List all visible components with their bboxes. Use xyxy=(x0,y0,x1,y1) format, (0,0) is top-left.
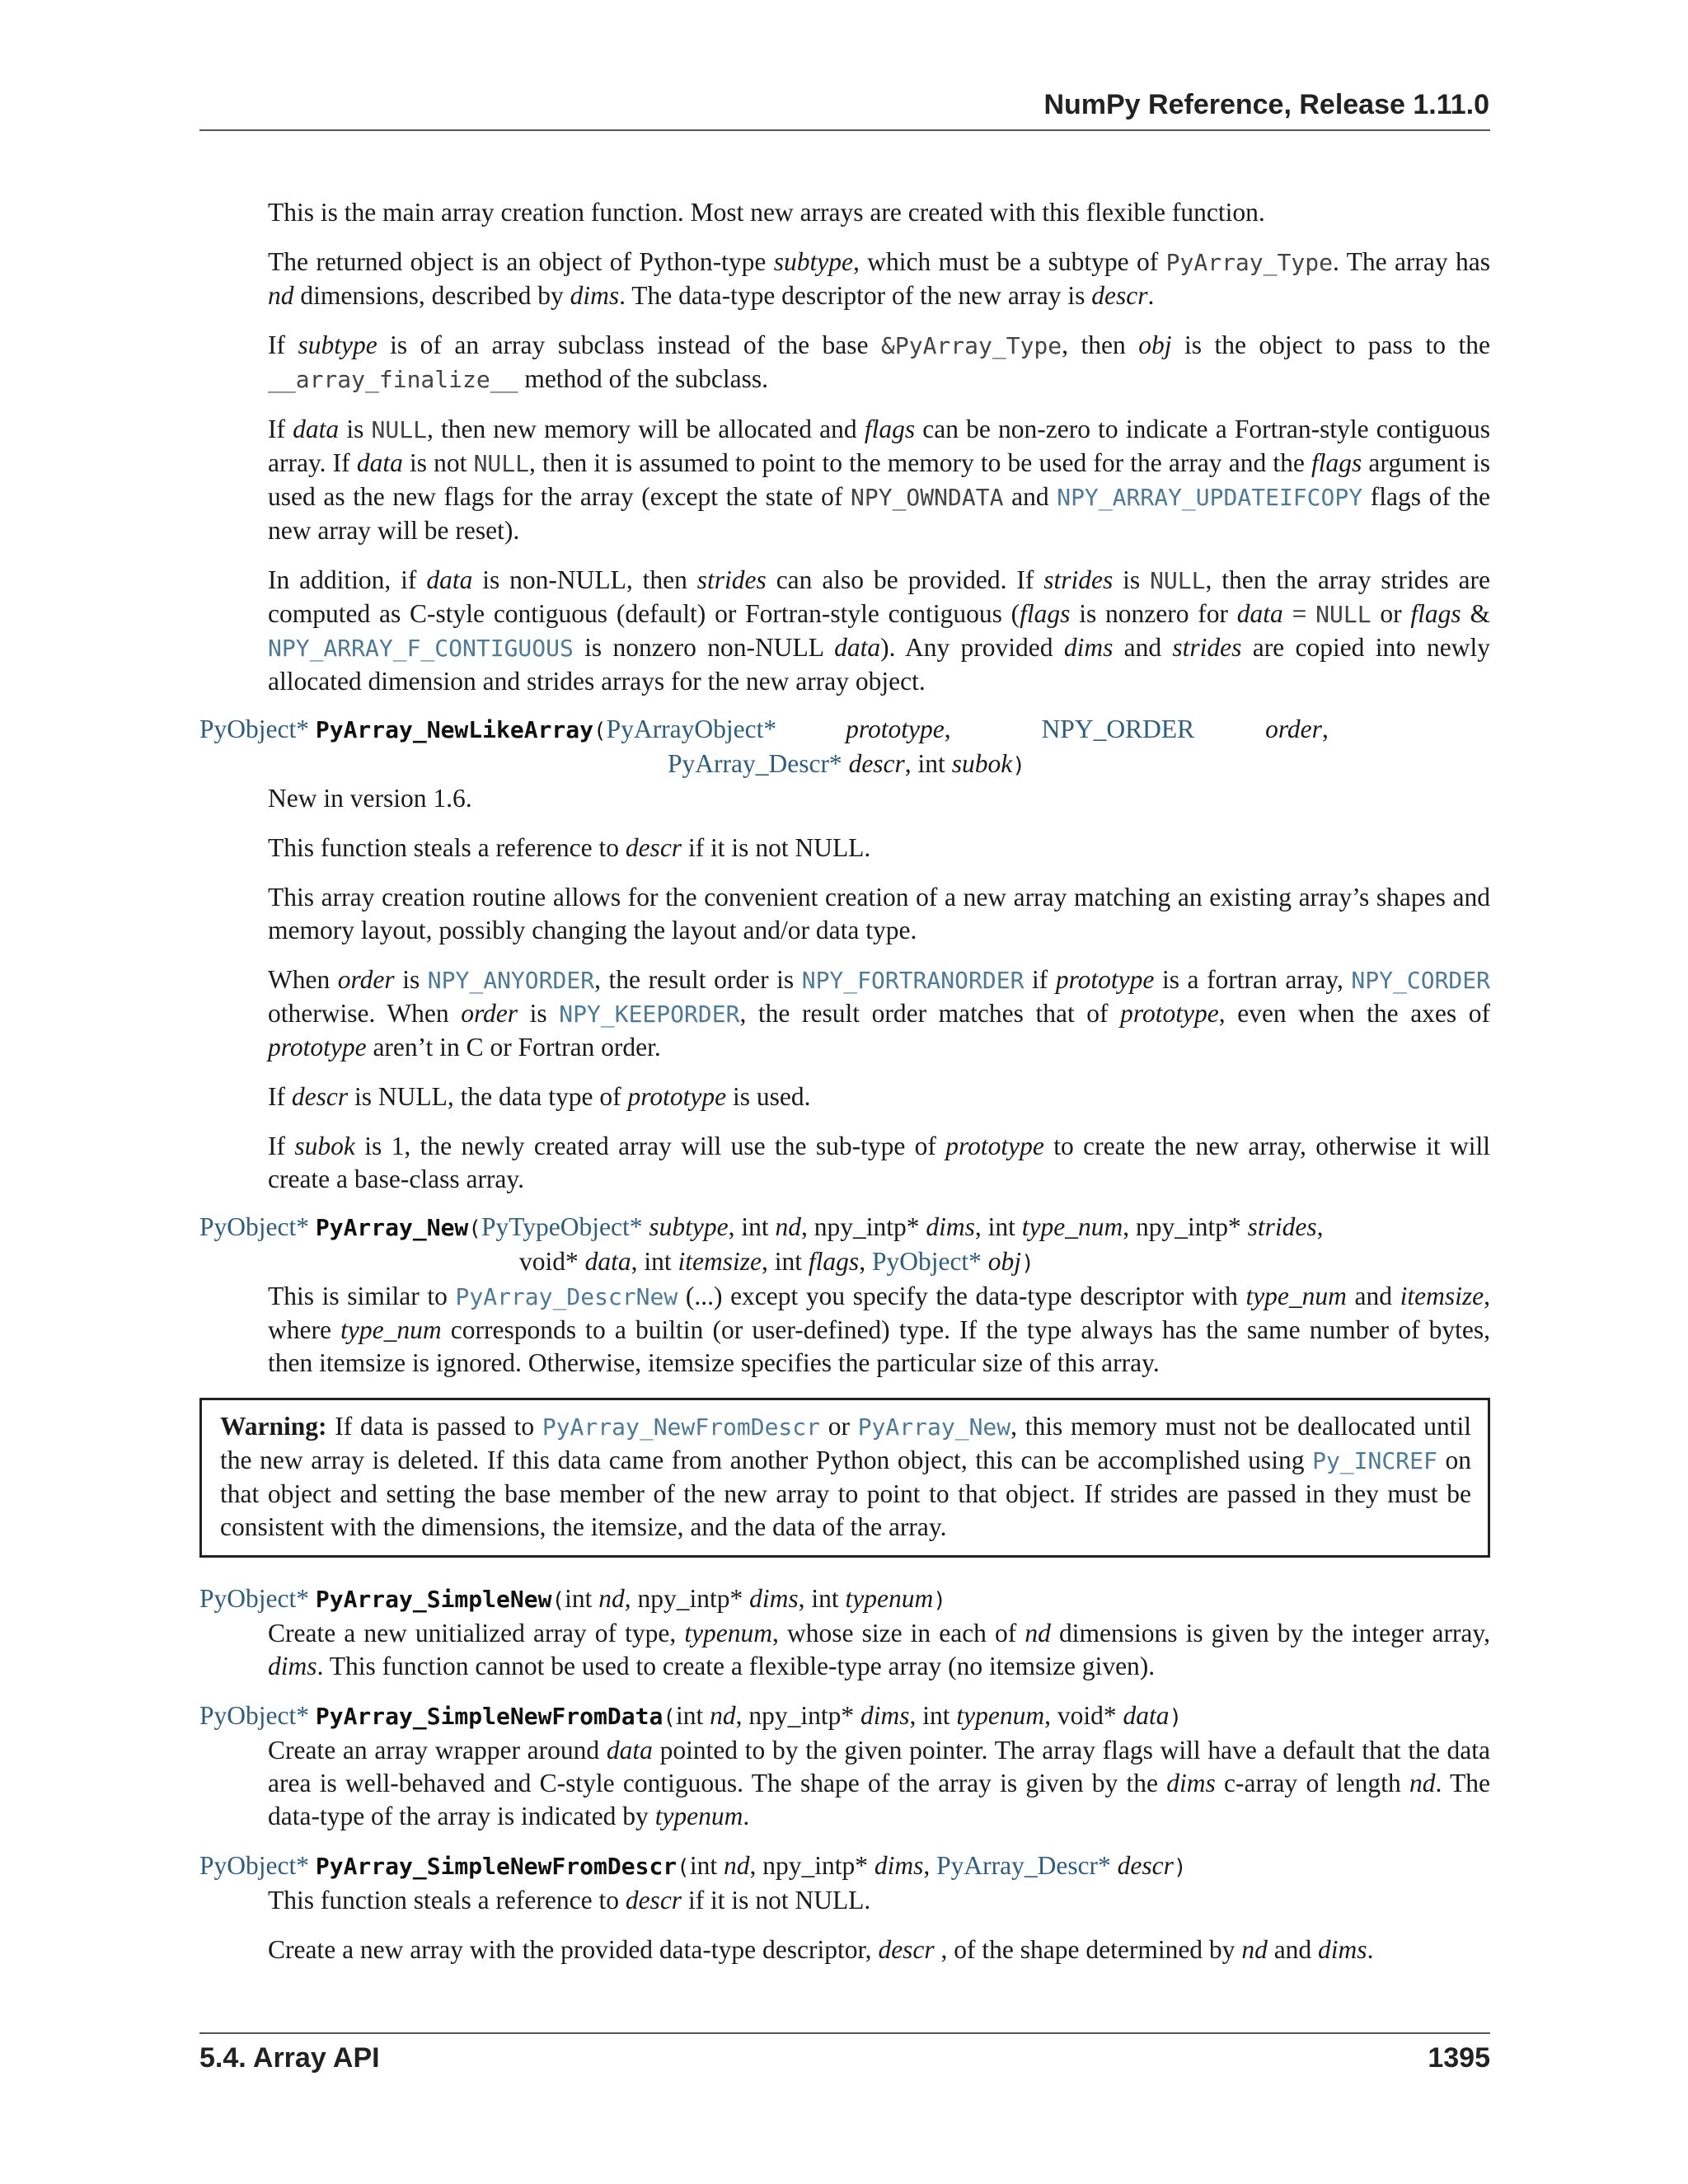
param: dims xyxy=(570,281,620,310)
text: The returned object is an object of Python-type xyxy=(268,247,774,276)
param: dims xyxy=(1166,1769,1216,1797)
param: data xyxy=(584,1247,631,1276)
open-paren: ( xyxy=(677,1855,690,1880)
param: flags xyxy=(864,415,916,443)
xref-link[interactable]: NPY_CORDER xyxy=(1351,967,1490,994)
text: , even when the axes of xyxy=(1218,999,1491,1028)
type-link[interactable]: PyArray_Descr* xyxy=(668,749,842,778)
text: is nonzero for xyxy=(1070,599,1237,628)
text: is xyxy=(518,999,560,1028)
signature-line: PyObject* PyArray_New(PyTypeObject* subtype, int nd, npy_intp* dims, int type_num, npy_intp* strides, xyxy=(199,1212,1324,1241)
text: aren’t in C or Fortran order. xyxy=(366,1033,661,1062)
text: If data is passed to xyxy=(326,1412,542,1441)
text: , then new memory will be allocated and xyxy=(426,415,865,443)
param: prototype xyxy=(1055,965,1155,994)
text: is the object to pass to the xyxy=(1171,330,1490,359)
text: and xyxy=(1113,633,1173,662)
warning-label: Warning: xyxy=(220,1412,327,1441)
text: If xyxy=(268,415,293,443)
description xyxy=(268,1280,1490,1380)
footer-rule xyxy=(199,2032,1490,2034)
param: flags xyxy=(1020,599,1071,628)
param: type_num xyxy=(1021,1212,1123,1241)
text: is NULL, the data type of xyxy=(348,1082,628,1111)
text: is 1, the newly created array will use the sub-type of xyxy=(354,1132,946,1160)
text: New in version 1.6. xyxy=(268,784,472,813)
param: data xyxy=(426,565,473,594)
intro-paragraph-4 xyxy=(268,413,1490,547)
close-paren: ) xyxy=(933,1588,946,1613)
type-link[interactable]: PyArrayObject* xyxy=(606,715,777,743)
text: , which must be a subtype of xyxy=(853,247,1166,276)
param: dims xyxy=(874,1851,924,1880)
header-rule xyxy=(199,129,1490,131)
text: are copied into newly allocated dimension and strides arrays for the new array object. xyxy=(268,633,1490,696)
text: = xyxy=(1282,599,1316,628)
intro-paragraph-3 xyxy=(268,329,1490,396)
text: , where xyxy=(268,1282,1491,1344)
code-literal: NULL xyxy=(1150,567,1206,594)
text: can be non-zero to indicate a Fortran-style contiguous array. If xyxy=(268,415,1490,477)
param: descr xyxy=(291,1082,349,1111)
text: . This function cannot be used to create a flexible-type array (no itemsize given). xyxy=(316,1652,1156,1680)
param: flags xyxy=(1410,599,1461,628)
text: otherwise. When xyxy=(268,999,462,1028)
param: order xyxy=(337,965,395,994)
text: is xyxy=(394,965,428,994)
text: , then the array strides are computed as C-style contiguous (default) or Fortran-style contiguous ( xyxy=(268,565,1491,628)
description xyxy=(268,963,1490,1064)
code-literal: &PyArray_Type xyxy=(881,332,1062,359)
open-paren: ( xyxy=(593,719,607,743)
signature-newlikearray xyxy=(199,713,1490,782)
xref-link[interactable]: NPY_KEEPORDER xyxy=(559,1001,740,1028)
text: . The data-type descriptor of the new array is xyxy=(619,281,1092,310)
text: is of an array subclass instead of the base xyxy=(377,330,881,359)
text: This array creation routine allows for the convenient creation of a new array matching an existing array’s shapes and memory layout, possibly changing the layout and/or data type. xyxy=(268,883,1490,944)
text: . xyxy=(1147,281,1155,310)
description xyxy=(268,1933,1490,1966)
running-header: NumPy Reference, Release 1.11.0 xyxy=(1043,89,1489,120)
text: or xyxy=(820,1412,858,1441)
xref-link[interactable]: PyArray_NewFromDescr xyxy=(542,1413,820,1441)
close-paren: ) xyxy=(1021,1251,1034,1276)
return-type-link[interactable]: PyObject* xyxy=(199,1212,309,1241)
param: dims xyxy=(268,1652,317,1680)
xref-link[interactable]: NPY_ANYORDER xyxy=(427,967,595,994)
param: descr xyxy=(625,1886,682,1915)
text: if it is not NULL. xyxy=(682,1886,871,1915)
text: is xyxy=(339,415,372,443)
param: typenum xyxy=(684,1619,773,1647)
signature-simplenew xyxy=(199,1582,1490,1617)
text: & xyxy=(1461,599,1490,628)
param: nd xyxy=(1241,1935,1268,1964)
param: flags xyxy=(808,1247,860,1276)
text: on that object and setting the base member of the new array to point to that object. If strides are passed in they must be consistent with the dimensions, the itemsize, and the data of the array. xyxy=(220,1446,1471,1541)
text: to create the new array, otherwise it will create a base-class array. xyxy=(268,1132,1490,1193)
text: method of the subclass. xyxy=(518,364,769,393)
param: order xyxy=(461,999,518,1028)
text: . The data-type of the array is indicated by xyxy=(268,1769,1491,1830)
intro-paragraph-5 xyxy=(268,564,1490,698)
running-footer xyxy=(199,2042,1490,2074)
close-paren: ) xyxy=(1012,753,1025,778)
param: data xyxy=(293,415,340,443)
code-literal: NULL xyxy=(371,416,427,443)
param: typenum xyxy=(654,1802,743,1830)
return-type-link[interactable]: PyObject* xyxy=(199,715,309,743)
signature-simplenewfromdata xyxy=(199,1699,1490,1734)
param: subok xyxy=(951,749,1013,778)
text: c-array of length xyxy=(1215,1769,1409,1797)
text: , the result order matches that of xyxy=(739,999,1121,1028)
param: prototype xyxy=(846,715,945,743)
text: if it is not NULL. xyxy=(682,833,871,862)
param: strides xyxy=(696,565,767,594)
text: and xyxy=(1346,1282,1400,1310)
text: This is similar to xyxy=(268,1282,456,1310)
param: descr xyxy=(1091,281,1148,310)
description xyxy=(268,1734,1490,1833)
return-type-link[interactable]: PyObject* xyxy=(199,1851,309,1880)
text: flags of the new array will be reset). xyxy=(268,482,1490,545)
text: This is the main array creation function. Most new arrays are created with this flexible function. xyxy=(268,198,1265,227)
param: prototype xyxy=(1120,999,1219,1028)
signature-new xyxy=(199,1211,1490,1280)
text: This function steals a reference to xyxy=(268,833,626,862)
text: if xyxy=(1024,965,1056,994)
param: dims xyxy=(1063,633,1114,662)
open-paren: ( xyxy=(468,1216,481,1241)
text: and xyxy=(1267,1935,1319,1964)
param: nd xyxy=(1409,1769,1436,1797)
signature-line: PyObject* PyArray_SimpleNew(int nd, npy_intp* dims, int typenum) xyxy=(199,1584,946,1613)
return-type-link[interactable]: PyObject* xyxy=(199,1584,309,1613)
param: type_num xyxy=(1245,1282,1347,1310)
param: itemsize xyxy=(678,1247,762,1276)
signature-line: PyObject* PyArray_SimpleNewFromDescr(int nd, npy_intp* dims, PyArray_Descr* descr) xyxy=(199,1851,1187,1880)
param: nd xyxy=(723,1851,750,1880)
text: is non-NULL, then xyxy=(472,565,697,594)
text: , this memory must not be deallocated until the new array is deleted. If this data came from another Python object, this can be accomplished using xyxy=(220,1412,1472,1474)
param: type_num xyxy=(340,1315,442,1344)
text: If xyxy=(268,330,298,359)
function-name: PyArray_SimpleNewFromData xyxy=(315,1703,663,1730)
xref-link[interactable]: PyArray_New xyxy=(857,1413,1011,1441)
text: , of the shape determined by xyxy=(934,1935,1242,1964)
close-paren: ) xyxy=(1169,1705,1183,1730)
text: When xyxy=(268,965,338,994)
param: descr xyxy=(878,1935,935,1964)
function-name: PyArray_SimpleNewFromDescr xyxy=(315,1853,678,1880)
description xyxy=(268,1080,1490,1113)
xref-link[interactable]: PyArray_DescrNew xyxy=(455,1283,678,1310)
text: Create an array wrapper around xyxy=(268,1736,607,1765)
param: nd xyxy=(710,1701,736,1730)
param: itemsize xyxy=(1400,1282,1484,1310)
text: This function steals a reference to xyxy=(268,1886,626,1915)
description xyxy=(268,881,1490,947)
text: If xyxy=(268,1132,295,1160)
text: . xyxy=(743,1802,750,1830)
text: , then it is assumed to point to the memory to be used for the array and the xyxy=(529,448,1311,477)
param: subtype xyxy=(649,1212,729,1241)
xref-link[interactable]: NPY_FORTRANORDER xyxy=(801,967,1025,994)
code-literal: NPY_OWNDATA xyxy=(851,484,1004,511)
param: typenum xyxy=(956,1701,1045,1730)
close-paren: ) xyxy=(1173,1855,1187,1880)
signature-line: PyArray_Descr* descr, int subok) xyxy=(668,749,1025,778)
text: , the result order is xyxy=(594,965,802,994)
param: data xyxy=(1123,1701,1170,1730)
code-literal: NULL xyxy=(473,450,530,477)
type: int xyxy=(917,749,945,778)
code-literal: __array_finalize__ xyxy=(268,366,518,393)
param: prototype xyxy=(945,1132,1044,1160)
text: can also be provided. If xyxy=(766,565,1044,594)
param: data xyxy=(1236,599,1283,628)
text: or xyxy=(1371,599,1411,628)
warning-box xyxy=(199,1398,1490,1558)
page-body xyxy=(199,196,1490,1983)
text: is a fortran array, xyxy=(1154,965,1352,994)
param: strides xyxy=(1043,565,1114,594)
param: order xyxy=(1265,715,1322,743)
text: is nonzero non-NULL xyxy=(573,633,835,662)
param: nd xyxy=(1025,1619,1051,1647)
text: Create a new unitialized array of type, xyxy=(268,1619,685,1647)
param: dims xyxy=(1318,1935,1367,1964)
param: subtype xyxy=(298,330,377,359)
text: ). Any provided xyxy=(880,633,1064,662)
description xyxy=(268,832,1490,865)
open-paren: ( xyxy=(551,1588,565,1613)
param: data xyxy=(606,1736,653,1765)
param: subtype xyxy=(773,247,853,276)
param: flags xyxy=(1311,448,1362,477)
param: strides xyxy=(1172,633,1242,662)
param: data xyxy=(834,633,881,662)
text: , whose size in each of xyxy=(772,1619,1025,1647)
intro-paragraph-2 xyxy=(268,246,1490,312)
footer-section: 5.4. Array API xyxy=(199,2042,380,2074)
xref-link[interactable]: NPY_ARRAY_F_CONTIGUOUS xyxy=(268,635,574,662)
xref-link[interactable]: NPY_ARRAY_UPDATEIFCOPY xyxy=(1057,484,1363,511)
param: descr xyxy=(848,749,905,778)
text: argument is used as the new flags for the array (except the state of xyxy=(268,448,1490,511)
param: dims xyxy=(749,1584,799,1613)
type-link[interactable]: PyTypeObject* xyxy=(481,1212,643,1241)
text: In addition, if xyxy=(268,565,427,594)
signature-simplenewfromdescr xyxy=(199,1849,1490,1884)
function-name: PyArray_SimpleNew xyxy=(315,1586,552,1613)
param: nd xyxy=(775,1212,801,1241)
param: obj xyxy=(987,1247,1022,1276)
param: nd xyxy=(598,1584,625,1613)
text: dimensions is given by the integer array, xyxy=(1050,1619,1490,1647)
param: strides xyxy=(1247,1212,1317,1241)
param: obj xyxy=(1138,330,1172,359)
signature-line: PyObject* PyArray_NewLikeArray(PyArrayObject* prototype, NPY_ORDER order, xyxy=(199,715,1329,743)
text: and xyxy=(1003,482,1057,511)
code-literal: NULL xyxy=(1315,601,1372,628)
type-link[interactable]: NPY_ORDER xyxy=(1041,715,1195,743)
type-link[interactable]: PyObject* xyxy=(871,1247,982,1276)
param: prototype xyxy=(268,1033,367,1062)
param: subok xyxy=(294,1132,355,1160)
function-name: PyArray_NewLikeArray xyxy=(315,716,594,743)
text: Create a new array with the provided data-type descriptor, xyxy=(268,1935,879,1964)
type-link[interactable]: PyArray_Descr* xyxy=(936,1851,1111,1880)
param: dims xyxy=(860,1701,910,1730)
text: , then xyxy=(1062,330,1139,359)
text: . The array has xyxy=(1332,247,1490,276)
description xyxy=(268,1617,1490,1683)
return-type-link[interactable]: PyObject* xyxy=(199,1701,309,1730)
signature-line: void* data, int itemsize, int flags, PyObject* obj) xyxy=(519,1247,1034,1276)
function-name: PyArray_New xyxy=(315,1214,469,1241)
description xyxy=(268,1130,1490,1196)
text: is used. xyxy=(726,1082,811,1111)
text: If xyxy=(268,1082,292,1111)
text: pointed to by the given pointer. The array flags will have a default that the data area is well-behaved and C-style contiguous. The shape of the array is given by the xyxy=(268,1736,1490,1797)
text: is not xyxy=(402,448,474,477)
text: dimensions, described by xyxy=(293,281,570,310)
intro-paragraph-1 xyxy=(268,196,1490,229)
param: dims xyxy=(926,1212,975,1241)
text: . xyxy=(1367,1935,1374,1964)
param: data xyxy=(356,448,403,477)
param: typenum xyxy=(845,1584,934,1613)
text: (...) except you specify the data-type descriptor with xyxy=(678,1282,1246,1310)
param: nd xyxy=(268,281,294,310)
description xyxy=(268,782,1490,815)
signature-line: PyObject* PyArray_SimpleNewFromData(int nd, npy_intp* dims, int typenum, void* data) xyxy=(199,1701,1183,1730)
param: descr xyxy=(1117,1851,1174,1880)
param: descr xyxy=(625,833,682,862)
text: corresponds to a builtin (or user-defined) type. If the type always has the same number of bytes, then itemsize is ignored. Otherwise, itemsize specifies the particular size of this array. xyxy=(268,1315,1490,1377)
open-paren: ( xyxy=(663,1705,676,1730)
text: is xyxy=(1113,565,1151,594)
page-number: 1395 xyxy=(1428,2042,1490,2074)
param: prototype xyxy=(627,1082,727,1111)
xref-link[interactable]: Py_INCREF xyxy=(1312,1447,1437,1474)
description xyxy=(268,1884,1490,1917)
code-literal: PyArray_Type xyxy=(1165,249,1333,276)
